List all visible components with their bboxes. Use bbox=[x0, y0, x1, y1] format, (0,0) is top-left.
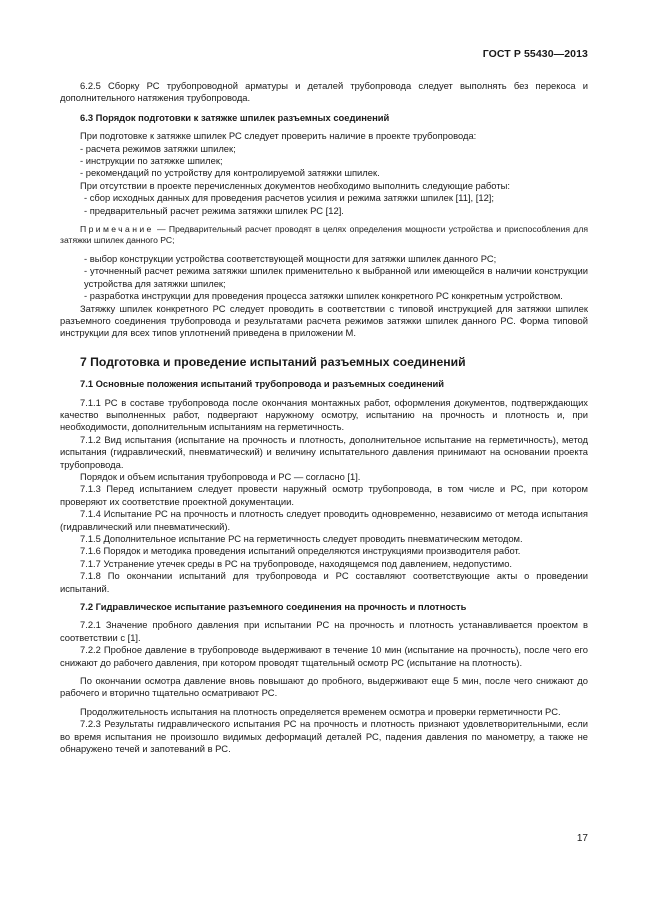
paragraph-7-1-4: 7.1.4 Испытание РС на прочность и плотность следует проводить одновременно, независимо от метода испытания (гидравлический или пневматический). bbox=[60, 508, 588, 532]
list-item: - расчета режимов затяжки шпилек; bbox=[80, 142, 236, 154]
note bbox=[60, 224, 588, 247]
paragraph: По окончании осмотра давление вновь повышают до пробного, выдерживают еще 5 мин, после чего снижают до рабочего и вторично тщательно осматривают РС. bbox=[60, 675, 588, 699]
paragraph: При отсутствии в проекте перечисленных документов необходимо выполнить следующие работы: bbox=[80, 179, 510, 191]
paragraph-6-2-5: 6.2.5 Сборку РС трубопроводной арматуры и деталей трубопровода следует выполнять без перекоса и дополнительного натяжения трубопровода. bbox=[60, 80, 588, 104]
paragraph-7-1-6: 7.1.6 Порядок и методика проведения испытаний определяются инструкциями производителя работ. bbox=[80, 545, 521, 557]
list-item: - уточненный расчет режима затяжки шпилек применительно к выбранной или имеющейся в наличии конструкции устройства для затяжки шпилек; bbox=[84, 265, 588, 289]
note-label: Примечание bbox=[80, 224, 154, 235]
paragraph-7-1-3: 7.1.3 Перед испытанием следует провести наружный осмотр трубопровода, в том числе и РС, при котором проверяют их соответствие проектной документации. bbox=[60, 483, 588, 507]
paragraph-7-1-7: 7.1.7 Устранение утечек среды в РС на трубопроводе, находящемся под давлением, недопустимо. bbox=[80, 557, 513, 569]
list-item: - выбор конструкции устройства соответствующей мощности для затяжки шпилек данного РС; bbox=[84, 252, 497, 264]
paragraph: Затяжку шпилек конкретного РС следует проводить в соответствии с типовой инструкцией для затяжки шпилек разъемного соединения трубопровода и результатами расчета режимов затяжки шпилек данного РС. Форма типовой инструкции для всех типов уплотнений приведена в приложении М. bbox=[60, 302, 588, 339]
section-6-3-title: 6.3 Порядок подготовки к затяжке шпилек разъемных соединений bbox=[80, 111, 390, 123]
document-code-header: ГОСТ Р 55430—2013 bbox=[482, 48, 588, 60]
list-item: - инструкции по затяжке шпилек; bbox=[80, 155, 223, 167]
list-item: - рекомендаций по устройству для контролируемой затяжки шпилек. bbox=[80, 167, 380, 179]
list-item: - сбор исходных данных для проведения расчетов усилия и режима затяжки шпилек [11], [12]; bbox=[84, 192, 494, 204]
paragraph: Продолжительность испытания на плотность определяется временем осмотра и проверки герметичности РС. bbox=[80, 705, 561, 717]
paragraph-7-1-5: 7.1.5 Дополнительное испытание РС на герметичность следует проводить пневматическим методом. bbox=[80, 533, 523, 544]
paragraph-7-2-3: 7.2.3 Результаты гидравлического испытания РС на прочность и плотность признают удовлетворительными, если во время испытания не произошло видимых деформаций деталей РС, падения давления по манометру, а также не обнаружено течей и запотеваний в РС. bbox=[60, 718, 588, 755]
paragraph-7-1-2: 7.1.2 Вид испытания (испытание на прочность и плотность, дополнительное испытание на герметичность), метод испытания (гидравлический, пневматический) и величину испытательного давления принимают на основании проекта трубопровода. bbox=[60, 433, 588, 470]
page-number: 17 bbox=[576, 833, 588, 844]
paragraph: Порядок и объем испытания трубопровода и РС — согласно [1]. bbox=[80, 470, 361, 482]
section-7-2-title: 7.2 Гидравлическое испытание разъемного соединения на прочность и плотность bbox=[80, 601, 467, 613]
note-text: — Предварительный расчет проводят в целях определения мощности устройства и приспособления для затяжки шпилек данного РС; bbox=[60, 224, 588, 246]
section-7-1-title: 7.1 Основные положения испытаний трубопровода и разъемных соединений bbox=[80, 378, 445, 390]
list-item: - предварительный расчет режима затяжки шпилек РС [12]. bbox=[84, 204, 344, 216]
list-item: - разработка инструкции для проведения процесса затяжки шпилек конкретного РС конкретным устройством. bbox=[84, 290, 563, 302]
section-7-title: 7 Подготовка и проведение испытаний разъемных соединений bbox=[80, 354, 466, 369]
paragraph-7-2-1: 7.2.1 Значение пробного давления при испытании РС на прочность и плотность устанавливается проектом в соответствии с [1]. bbox=[60, 619, 588, 643]
page-content bbox=[60, 80, 588, 756]
paragraph-7-1-8: 7.1.8 По окончании испытаний для трубопровода и РС составляют соответствующие акты о проведении испытаний. bbox=[60, 570, 588, 594]
paragraph: При подготовке к затяжке шпилек РС следует проверить наличие в проекте трубопровода: bbox=[80, 130, 477, 142]
paragraph-7-2-2: 7.2.2 Пробное давление в трубопроводе выдерживают в течение 10 мин (испытание на прочность), после чего его снижают до рабочего давления, при котором проводят тщательный осмотр РС (испытание на плотность). bbox=[60, 644, 588, 668]
paragraph-7-1-1: 7.1.1 РС в составе трубопровода после окончания монтажных работ, оформления документов, подтверждающих качество выполненных работ, подвергают наружному осмотру, испытанию на прочность и плотность и, при необходимости, дополнительным испытаниям на герметичность. bbox=[60, 396, 588, 433]
